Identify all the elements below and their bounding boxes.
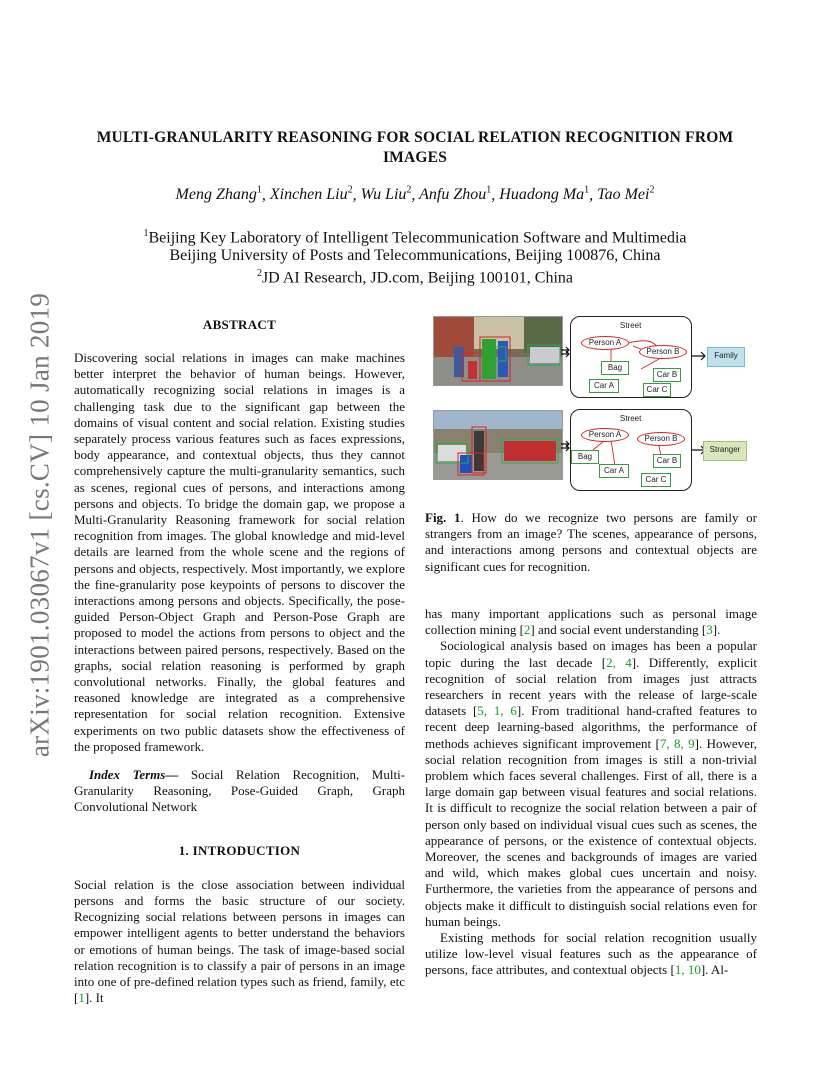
affiliation-2: $^2$JD AI Research, JD.com, Beijing 100101, China: [256, 268, 574, 287]
graph-node-person-b: Person B: [639, 345, 687, 359]
graph-node-car-a: Car A: [599, 464, 629, 478]
left-column: [74, 317, 405, 1006]
graph-node-car-c: Car C: [641, 473, 671, 487]
affiliations: [70, 225, 760, 288]
author: Huadong Ma$^1$: [499, 185, 590, 204]
abstract-heading: ABSTRACT: [202, 317, 277, 332]
affiliation-1-line-1: $^1$Beijing Key Laboratory of Intelligent Telecommunication Software and Multimedia: [143, 228, 687, 247]
intro-paragraph-1: Social relation is the close association between individual persons and forms the basic structure of our society. Recognizing social relations between persons in images can empower intelligent agents to better understand the behaviors or emotions of human beings. The task of image-based social relation recognition is to classify a pair of persons in an image into one of pre-defined relation types such as friend, family, etc [1]. It: [74, 876, 405, 1006]
arxiv-stamp-text: arXiv:1901.03067v1 [cs.CV] 10 Jan 2019: [24, 292, 55, 758]
graph-node-car-a: Car A: [589, 379, 619, 393]
street-scene-image: [434, 411, 562, 479]
intro-paragraph-1-cont: has many important applications such as personal image collection mining [2] and social event understanding [3].: [425, 606, 757, 638]
street-scene-image: [434, 317, 562, 385]
title-line-1: MULTI-GRANULARITY REASONING FOR SOCIAL RELATION RECOGNITION FROM: [96, 129, 734, 146]
graph-scene-label: Street: [620, 414, 642, 423]
citation-link[interactable]: 2, 4: [606, 654, 632, 670]
graph-node-person-a: Person A: [581, 428, 629, 442]
citation-link[interactable]: 3: [706, 622, 713, 638]
graph-family: [570, 316, 692, 398]
result-stranger: Stranger: [703, 441, 747, 461]
citation-link[interactable]: 1: [78, 990, 85, 1006]
graph-node-person-a: Person A: [581, 336, 629, 350]
index-terms-label: Index Terms—: [89, 767, 179, 783]
author: Meng Zhang$^1$: [175, 185, 262, 204]
intro-paragraph-3: Existing methods for social relation recognition usually utilize low-level visual features such as the appearance of persons, face attributes, and contextual objects [1, 10]. Al-: [425, 930, 757, 978]
affiliation-1-line-2: Beijing University of Posts and Telecommunications, Beijing 100876, China: [169, 247, 661, 265]
citation-link[interactable]: 1, 10: [674, 962, 701, 978]
figure-photo-stranger: [433, 410, 563, 480]
graph-node-car-c: Car C: [643, 383, 671, 397]
right-column: [425, 606, 757, 979]
author: Wu Liu$^2$: [360, 185, 412, 204]
graph-node-person-b: Person B: [637, 432, 685, 446]
graph-node-bag: Bag: [601, 361, 629, 375]
abstract-text: Discovering social relations in images can make machines better interpret the behavior of human beings. However, automatically recognizing social relations in images is a challenging task due to the significant gap between the domains of visual content and social relation. Existing studies separately process various features such as faces expressions, body appearance, and contextual objects, thus they cannot comprehensively capture the multi-granularity semantics, such as scenes, regional cues of persons, and interactions among persons and objects. To bridge the domain gap, we propose a Multi-Granularity Reasoning framework for social relation recognition from images. The global knowledge and mid-level details are learned from the whole scene and the regions of persons and objects, respectively. Most importantly, we explore the fine-granularity pose keypoints of persons to discover the interactions among persons and objects. Specifically, the pose-guided Person-Object Graph and Person-Pose Graph are proposed to model the actions from persons to object and the interactions between paired persons, respectively. Based on the graphs, social relation reasoning is performed by graph convolutional networks. Finally, the global features and reasoned knowledge are integrated as a comprehensive representation for social relation recognition. Extensive experiments on two public datasets show the effectiveness of the proposed framework.: [74, 350, 405, 754]
arxiv-side-stamp: [22, 290, 58, 760]
citation-link[interactable]: 5, 1, 6: [477, 703, 517, 719]
figure-caption-label: Fig. 1: [425, 510, 461, 525]
citation-link[interactable]: 7, 8, 9: [659, 735, 695, 751]
index-terms: [74, 767, 405, 816]
output-arrows: [691, 316, 709, 494]
graph-node-bag: Bag: [571, 450, 599, 464]
paper-title: [70, 128, 760, 168]
figure-caption-text: . How do we recognize two persons are family or strangers from an image? The scenes, appearance of persons, and interactions among persons and contextual objects are significant cues for recognition.: [425, 510, 757, 574]
figure-1-caption: [425, 510, 757, 575]
author: Anfu Zhou$^1$: [419, 185, 492, 204]
graph-node-car-b: Car B: [653, 368, 681, 382]
figure-photo-family: [433, 316, 563, 386]
title-line-2: IMAGES: [382, 149, 448, 166]
citation-link[interactable]: 2: [523, 622, 531, 638]
graph-stranger: [570, 409, 692, 491]
author: Xinchen Liu$^2$: [269, 185, 353, 204]
graph-node-car-b: Car B: [653, 454, 681, 468]
author: Tao Mei$^2$: [597, 185, 655, 204]
result-family: Family: [707, 347, 745, 367]
author-list: Meng Zhang$^1$, Xinchen Liu$^2$, Wu Liu$^2$, Anfu Zhou$^1$, Huadong Ma$^1$, Tao Mei$^2$: [175, 185, 655, 204]
intro-paragraph-2: Sociological analysis based on images has been a popular topic during the last decade [2, 4]. Differently, explicit recognition of social relation from images just attracts researchers in recent years with the release of large-scale datasets [5, 1, 6]. From traditional hand-crafted features to recent deep learning-based algorithms, the performance of methods achieves significant improvement [7, 8, 9]. However, social relation recognition from images is still a non-trivial problem which faces several challenges. First of all, there is a large domain gap between visual features and social relations. It is difficult to recognize the social relation between a pair of person only based on individual visual cues such as scenes, the appearance of persons, or the existence of contextual objects. Moreover, the scenes and backgrounds of images are varied and wild, which makes global cues uncertain and noisy. Furthermore, the varieties from the appearance of persons and objects make it difficult to distinguish social relations even for human beings.: [425, 638, 758, 929]
introduction-heading: 1. INTRODUCTION: [178, 842, 301, 858]
figure-1: [433, 316, 759, 494]
index-terms-text: Social Relation Recognition, Multi-Granularity Reasoning, Pose-Guided Graph, Graph Convolutional Network: [74, 767, 406, 815]
graph-scene-label: Street: [620, 321, 642, 330]
